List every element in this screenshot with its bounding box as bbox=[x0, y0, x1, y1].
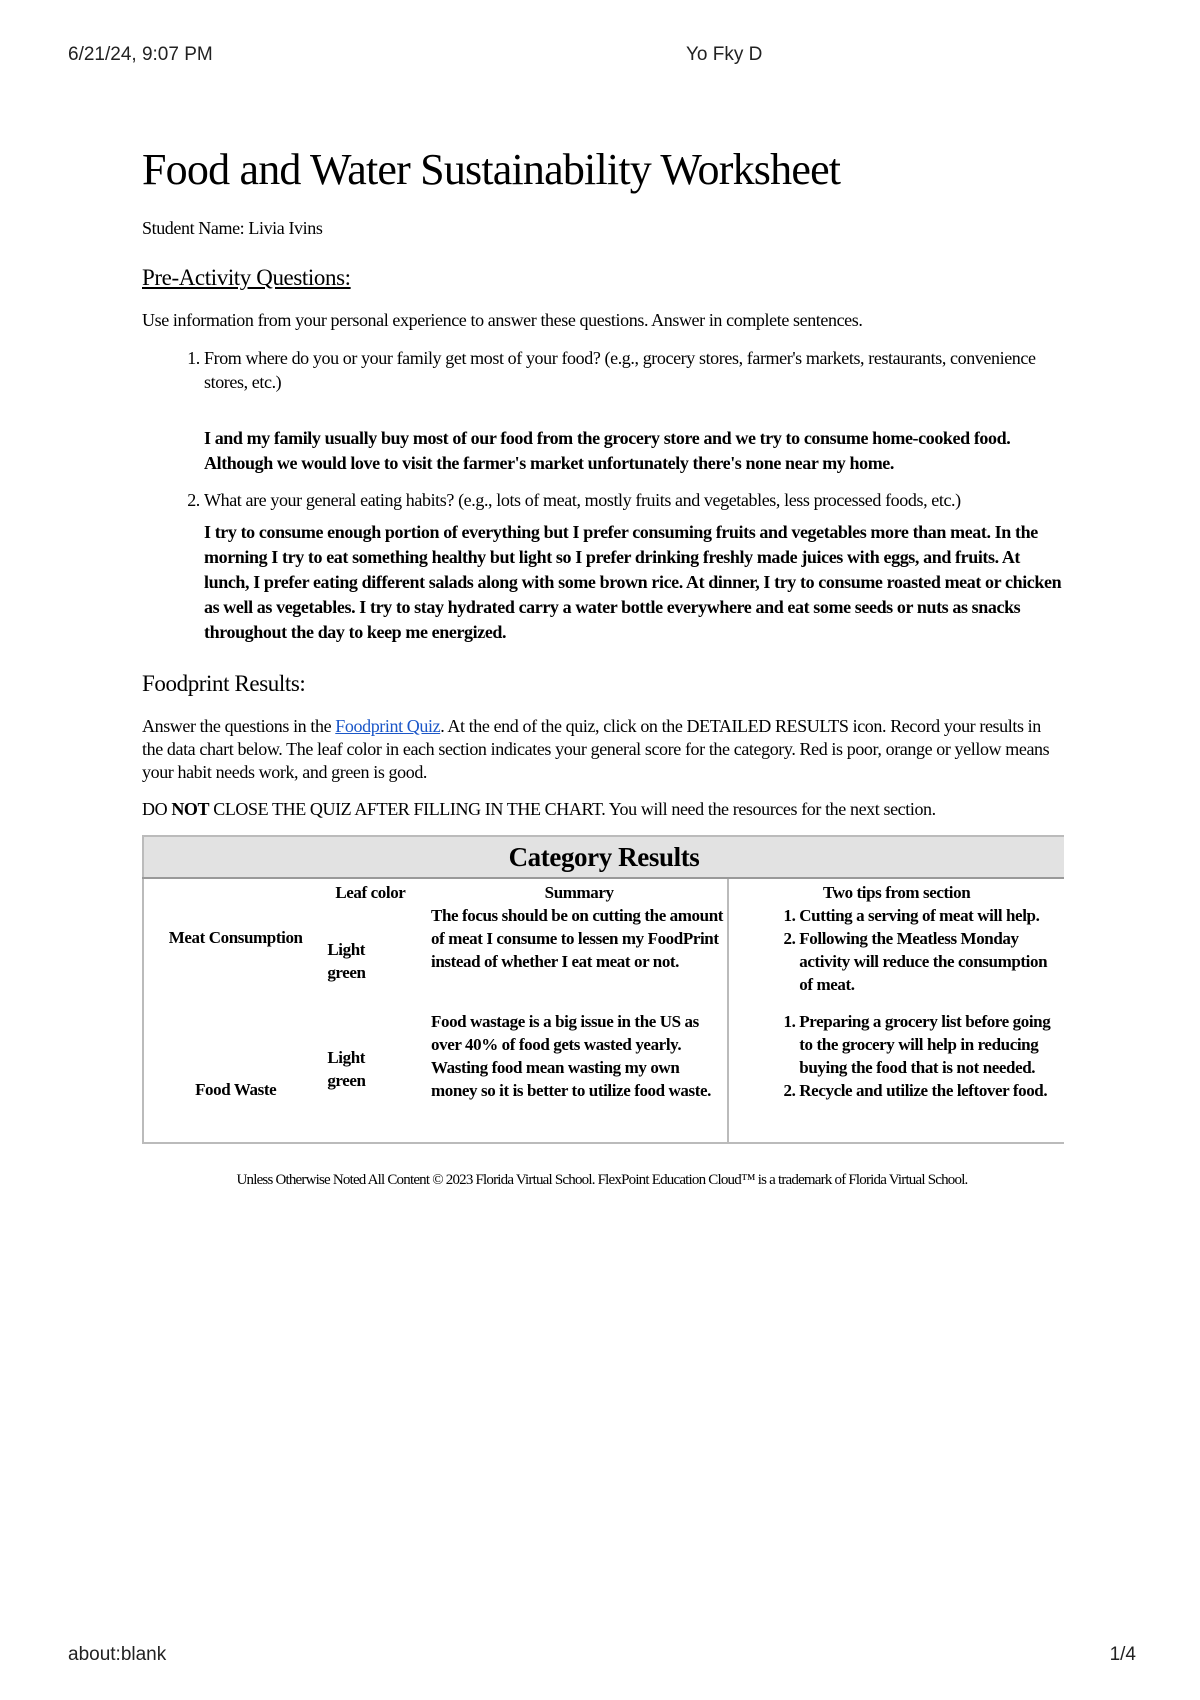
tips-cell bbox=[728, 996, 1064, 1143]
tips-list bbox=[729, 1010, 1064, 1102]
notice-start: DO bbox=[142, 799, 172, 819]
leaf-color-value: Light green bbox=[327, 1048, 366, 1090]
notice-bold: NOT bbox=[171, 799, 210, 819]
tips-cell bbox=[728, 878, 1064, 996]
tips-header: Two tips from section bbox=[823, 883, 971, 902]
foodprint-quiz-link[interactable]: Foodprint Quiz bbox=[335, 716, 441, 736]
question-text: 2. What are your general eating habits? (e.g., lots of meat, mostly fruits and vegetables, less processed foods, etc.) bbox=[204, 490, 961, 510]
summary-header: Summary bbox=[544, 883, 614, 902]
leaf-color-cell bbox=[327, 878, 431, 996]
foodprint-heading: Foodprint Results: bbox=[142, 671, 306, 696]
print-page-title: Yo Fky D bbox=[686, 44, 763, 65]
print-date: 6/21/24, 9:07 PM bbox=[68, 44, 213, 65]
table-title: Category Results bbox=[143, 836, 1064, 878]
tips-list bbox=[729, 904, 1064, 996]
tip-item: 1. Cutting a serving of meat will help. bbox=[799, 904, 1064, 927]
print-url: about:blank bbox=[68, 1644, 167, 1665]
category-cell: Meat Consumption bbox=[143, 878, 327, 996]
document-title: Food and Water Sustainability Worksheet bbox=[142, 145, 841, 194]
notice-end: CLOSE THE QUIZ AFTER FILLING IN THE CHART. You will need the resources for the next section. bbox=[209, 799, 936, 819]
student-name: Student Name: Livia Ivins bbox=[142, 218, 323, 238]
leaf-color-header: Leaf color bbox=[335, 883, 406, 902]
question-item bbox=[204, 346, 1062, 476]
foodprint-instructions bbox=[142, 715, 1062, 784]
instructions-text-end: . At the end of the quiz, click on the DETAILED RESULTS icon. Record your results in the data chart below. The leaf color in each section indicates your general score for the category. Red is poor, orange or yellow means your habit needs work, and green is good. bbox=[142, 716, 1050, 782]
answer-text: I try to consume enough portion of everything but I prefer consuming fruits and vegetables more than meat. In the morning I try to eat something healthy but light so I prefer drinking freshly made juices with eggs, and fruits. At lunch, I prefer eating different salads along with some brown rice. At dinner, I try to consume roasted meat or chicken as well as vegetables. I try to stay hydrated carry a water bottle everywhere and eat some seeds or nuts as snacks throughout the day to keep me energized. bbox=[204, 522, 1062, 642]
print-page-number: 1/4 bbox=[1109, 1644, 1136, 1665]
category-results-table bbox=[142, 835, 1064, 1144]
tip-item: 2. Recycle and utilize the leftover food. bbox=[799, 1079, 1064, 1102]
answer-text: I and my family usually buy most of our food from the grocery store and we try to consume home-cooked food. Although we would love to visit the farmer's market unfortunately there's none near my home. bbox=[204, 428, 1011, 473]
leaf-color-cell bbox=[327, 996, 431, 1143]
question-list bbox=[142, 346, 1062, 645]
summary-cell bbox=[431, 878, 728, 996]
tip-item: 1. Preparing a grocery list before going to the grocery will help in reducing buying the food that is not needed. bbox=[799, 1010, 1064, 1079]
summary-cell bbox=[431, 996, 728, 1143]
tip-item: 2. Following the Meatless Monday activity will reduce the consumption of meat. bbox=[799, 927, 1064, 996]
summary-text: Food wastage is a big issue in the US as over 40% of food gets wasted yearly. Wasting food mean wasting my own money so it is better to utilize food waste. bbox=[431, 1012, 712, 1100]
question-item bbox=[204, 488, 1062, 645]
pre-activity-heading: Pre-Activity Questions: bbox=[142, 265, 351, 290]
copyright-notice: Unless Otherwise Noted All Content © 2023 Florida Virtual School. FlexPoint Education Cloud™ is a trademark of Florida Virtual School. bbox=[236, 1172, 968, 1188]
category-cell: Food Waste bbox=[143, 996, 327, 1143]
document-body bbox=[142, 140, 1062, 1189]
table-row bbox=[143, 878, 1064, 996]
do-not-close-notice bbox=[142, 798, 1062, 821]
pre-activity-instructions: Use information from your personal experience to answer these questions. Answer in complete sentences. bbox=[142, 310, 863, 330]
table-row bbox=[143, 996, 1064, 1143]
summary-text: The focus should be on cutting the amount of meat I consume to lessen my FoodPrint instead of whether I eat meat or not. bbox=[431, 906, 724, 971]
question-text: 1. From where do you or your family get most of your food? (e.g., grocery stores, farmer's markets, restaurants, convenience stores, etc.) bbox=[204, 348, 1036, 392]
leaf-color-value: Light green bbox=[327, 940, 366, 982]
instructions-text-start: Answer the questions in the bbox=[142, 716, 336, 736]
